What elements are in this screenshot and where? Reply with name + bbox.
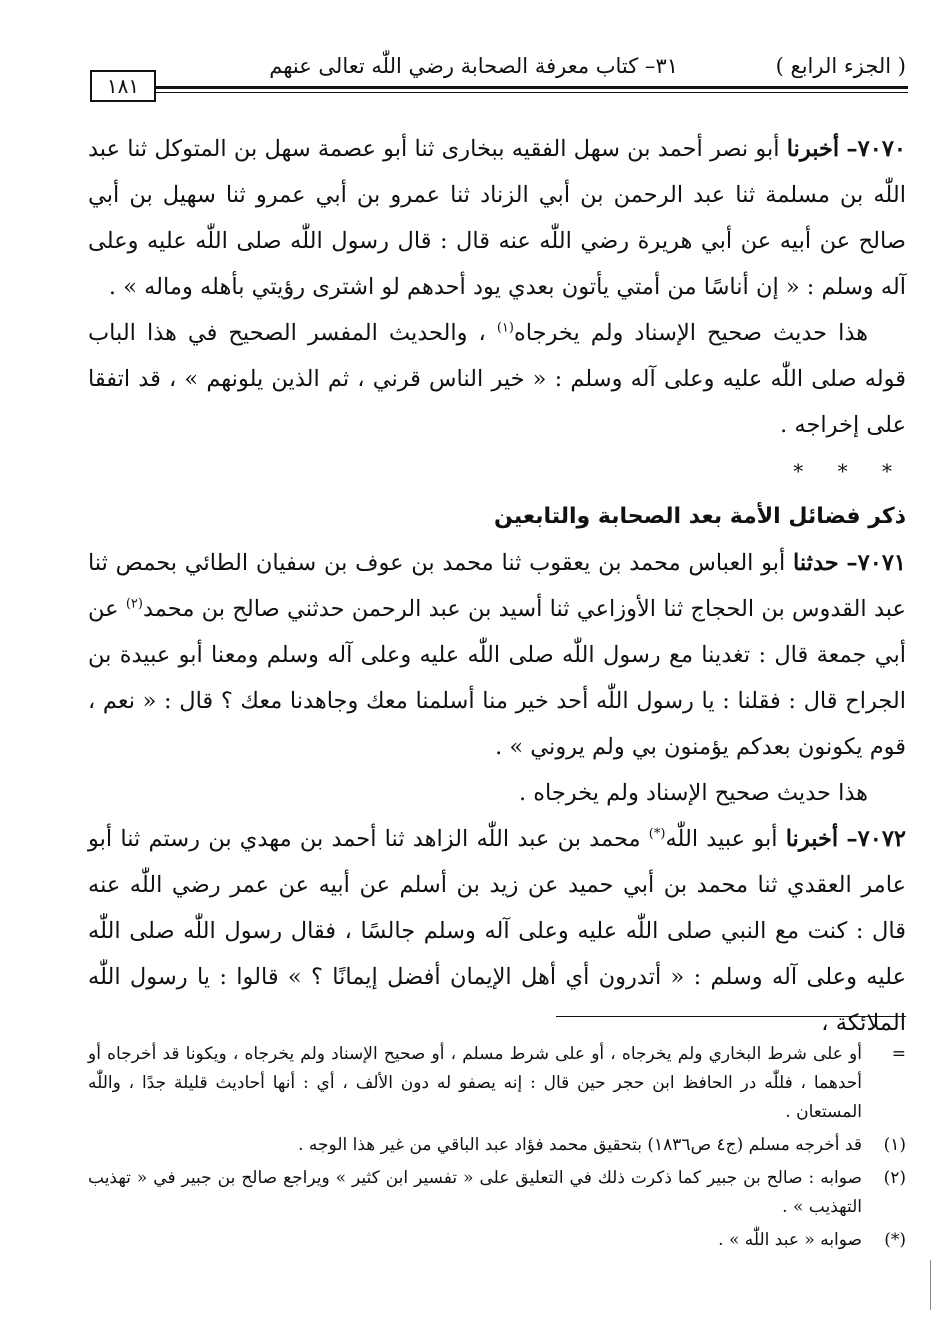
hadith-7070-comment bbox=[88, 310, 906, 448]
page-header bbox=[90, 48, 908, 100]
page-number: ١٨١ bbox=[90, 70, 156, 102]
hadith-quote: « إن أناسًا من أمتي يأتون بعدي يود أحدهم لو اشترى رؤيتي بأهله وماله » . bbox=[108, 274, 800, 300]
comment-text: هذا حديث صحيح الإسناد ولم يخرجاه bbox=[513, 320, 868, 346]
header-rule-thin bbox=[152, 92, 908, 93]
footnotes bbox=[88, 1040, 906, 1259]
footnote-text: قد أخرجه مسلم (ج٤ ص١٨٣٦) بتحقيق محمد فؤاد عبد الباقي من غير هذا الوجه . bbox=[298, 1135, 862, 1155]
hadith-text: محمد بن عبد اللّٰه الزاهد ثنا أحمد بن مهدي بن رستم ثنا أبو عامر العقدي ثنا محمد بن أبي حميد عن زيد بن أسلم عن أبيه عن عمر رضي اللّٰه عنه قال : كنت مع النبي صلى اللّٰه عليه وعلى آله وسلم جالسًا ، فقال رسول اللّٰه صلى اللّٰه عليه وعلى آله وسلم : « أتدرون أي أهل الإيمان أفضل إيمانًا ؟ » قالوا : يا رسول اللّٰه الملائكة ، bbox=[88, 826, 906, 1036]
footnote-mark: (١) bbox=[883, 1135, 906, 1155]
footnote-text: صوابه « عبد اللّٰه » . bbox=[718, 1230, 862, 1250]
hadith-number: ٧٠٧٢– bbox=[846, 826, 907, 852]
hadith-7071-comment: هذا حديث صحيح الإسناد ولم يخرجاه . bbox=[518, 780, 868, 806]
hadith-number: ٧٠٧١– bbox=[846, 550, 906, 576]
footnote-continued bbox=[88, 1040, 906, 1127]
hadith-chain: أبو العباس محمد بن يعقوب ثنا محمد بن عوف بن سفيان الطائي بحمص ثنا عبد القدوس بن الحجاج ثنا الأوزاعي ثنا أسيد بن عبد الرحمن حدثني صالح بن محمد bbox=[88, 550, 906, 622]
footnote-ref: (١) bbox=[496, 320, 514, 336]
footnote-mark: = bbox=[891, 1044, 906, 1064]
footnote-text: صوابه : صالح بن جبير كما ذكرت ذلك في التعليق على « تفسير ابن كثير » ويراجع صالح بن جبير في « تهذيب التهذيب » . bbox=[88, 1168, 862, 1217]
section-title: ذكر فضائل الأمة بعد الصحابة والتابعين bbox=[494, 504, 906, 529]
footnote-mark: (٢) bbox=[883, 1168, 906, 1188]
hadith-chain: أبو عبيد اللّٰه bbox=[665, 826, 778, 852]
scan-edge-line bbox=[930, 1260, 932, 1310]
footnote-rule bbox=[556, 1016, 906, 1017]
narration-verb: أخبرنا bbox=[786, 136, 840, 162]
footnote-text: أو على شرط البخاري ولم يخرجاه ، أو على شرط مسلم ، أو صحيح الإسناد ولم يخرجاه ، ويكونا قد أخرجاه أو أحدهما ، فللّٰه در الحافظ ابن حجر حين قال : إنه يصفو له دون الألف ، أي : أنها أحاديث قليلة جدًا ، واللّٰه المستعان . bbox=[88, 1044, 862, 1122]
footnote-2 bbox=[88, 1164, 906, 1222]
separator-stars: * * * bbox=[793, 459, 906, 483]
narration-verb: حدثنا bbox=[793, 550, 839, 576]
hadith-number: ٧٠٧٠– bbox=[846, 136, 906, 162]
narration-verb: أخبرنا bbox=[785, 826, 839, 852]
footnote-ref: (*) bbox=[648, 826, 666, 842]
footnote-ref: (٢) bbox=[125, 596, 143, 612]
hadith-7071 bbox=[88, 540, 906, 770]
footnote-1 bbox=[88, 1131, 906, 1160]
main-text bbox=[88, 126, 906, 1046]
hadith-7070 bbox=[88, 126, 906, 310]
header-rule-thick bbox=[152, 86, 908, 89]
hadith-text: عن أبي جمعة قال : تغدينا مع رسول اللّٰه صلى اللّٰه عليه وعلى آله وسلم ومعنا أبو عبيدة بن الجراح قال : فقلنا : يا رسول اللّٰه أحد خير منا أسلمنا معك وجاهدنا معك ؟ قال : « نعم ، قوم يكونون بعدكم يؤمنون بي ولم يروني » . bbox=[88, 596, 906, 760]
comment-text-cont: ، والحديث المفسر الصحيح في هذا الباب قوله صلى اللّٰه عليه وعلى آله وسلم : « خير الناس قرني ، ثم الذين يلونهم » ، قد اتفقا على إخراجه . bbox=[88, 320, 906, 438]
volume-label: ( الجزء الرابع ) bbox=[775, 54, 906, 78]
book-title: ٣١– كتاب معرفة الصحابة رضي اللّٰه تعالى عنهم bbox=[269, 54, 678, 78]
hadith-chain: أبو نصر أحمد بن سهل الفقيه ببخارى ثنا أبو عصمة سهل بن المتوكل ثنا عبد اللّٰه بن مسلمة ثنا عبد الرحمن بن أبي الزناد ثنا عمرو بن أبي عمرو ثنا سهيل بن أبي صالح عن أبيه عن أبي هريرة رضي اللّٰه عنه قال : قال رسول اللّٰه صلى اللّٰه عليه وعلى آله وسلم : bbox=[88, 136, 906, 300]
footnote-star bbox=[88, 1226, 906, 1255]
hadith-7072 bbox=[88, 816, 906, 1046]
footnote-mark: (*) bbox=[884, 1230, 906, 1250]
